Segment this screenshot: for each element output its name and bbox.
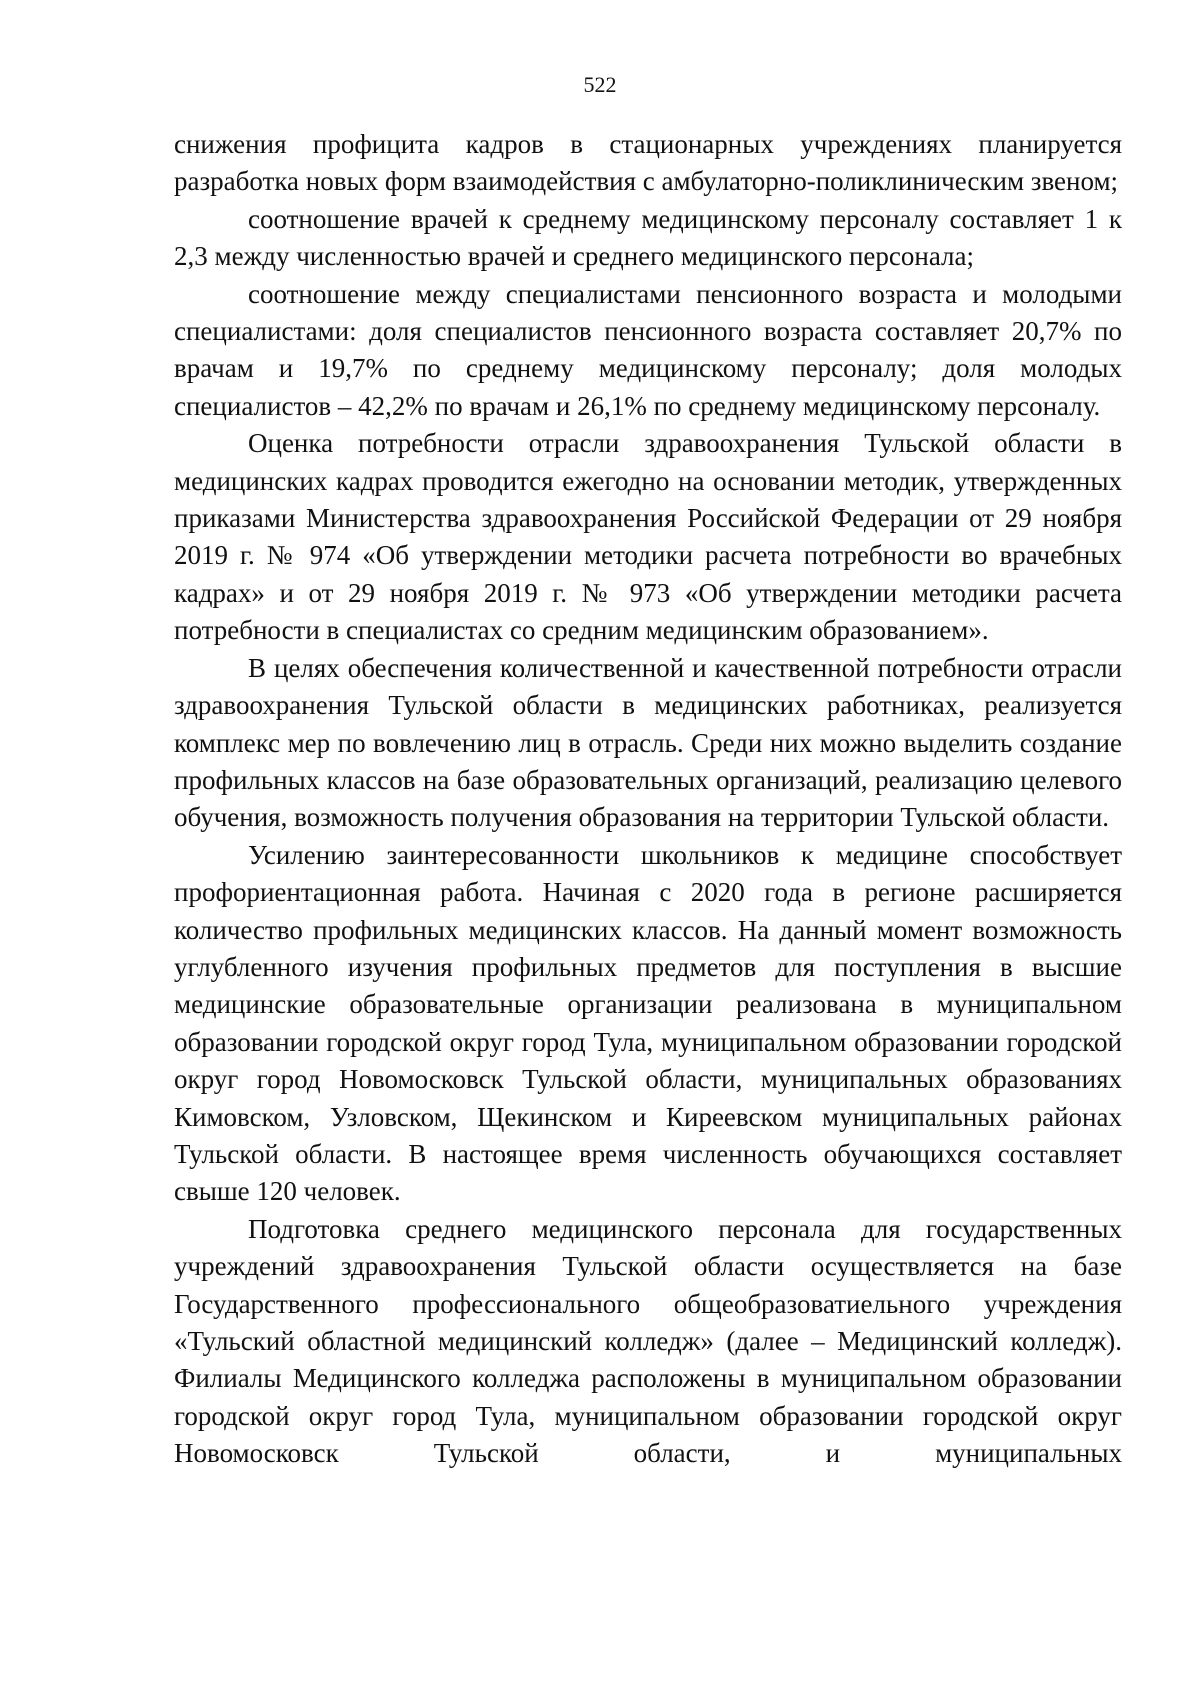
paragraph-medical-classes: Усилению заинтересованности школьников к медицине способствует профориентационная работа. Начиная с 2020 года в регионе расширяется количество профильных медицинских классов. На данный момент возможность углубленного изучения профильных предметов для поступления в высшие медицинские образовательные организации реализована в муниципальном образовании городской округ город Тула, муниципальном образовании городской округ город Новомосковск Тульской области, муниципальных образованиях Кимовском, Узловском, Щекинском и Киреевском муниципальных районах Тульской области. В настоящее время численность обучающихся составляет свыше 120 человек. <box>174 839 1122 1207</box>
paragraph-staff-surplus: снижения профицита кадров в стационарных учреждениях планируется разработка новых форм взаимодействия с амбулаторно-поликлиническим звеном; <box>174 129 1122 197</box>
document-body <box>174 126 1122 1473</box>
paragraph-age-structure: соотношение между специалистами пенсионного возраста и молодыми специалистами: доля специалистов пенсионного возраста составляет 20,7% по врачам и 19,7% по среднему медицинскому персоналу; доля молодых специалистов – 42,2% по врачам и 26,1% по среднему медицинскому персоналу. <box>174 278 1122 421</box>
page-number: 522 <box>583 72 617 97</box>
paragraph-medical-college: Подготовка среднего медицинского персонала для государственных учреждений здравоохранения Тульской области осуществляется на базе Государственного профессионального общеобразоватиельного учреждения «Тульский областной медицинский колледж» (далее – Медицинский колледж). Филиалы Медицинского колледжа расположены в муниципальном образовании городской округ город Тула, муниципальном образовании городской округ Новомосковск Тульской области, и муниципальных <box>174 1213 1122 1469</box>
paragraph-doctor-nurse-ratio: соотношение врачей к среднему медицинскому персоналу составляет 1 к 2,3 между численностью врачей и среднего медицинского персонала; <box>174 203 1122 272</box>
paragraph-recruitment-measures: В целях обеспечения количественной и качественной потребности отрасли здравоохранения Тульской области в медицинских работниках, реализуется комплекс мер по вовлечению лиц в отрасль. Среди них можно выделить создание профильных классов на базе образовательных организаций, реализацию целевого обучения, возможность получения образования на территории Тульской области. <box>174 652 1122 833</box>
paragraph-needs-assessment: Оценка потребности отрасли здравоохранения Тульской области в медицинских кадрах проводится ежегодно на основании методик, утвержденных приказами Министерства здравоохранения Российской Федерации от 29 ноября 2019 г. № 974 «Об утверждении методики расчета потребности во врачебных кадрах» и от 29 ноября 2019 г. № 973 «Об утверждении методики расчета потребности в специалистах со средним медицинским образованием». <box>174 428 1122 646</box>
